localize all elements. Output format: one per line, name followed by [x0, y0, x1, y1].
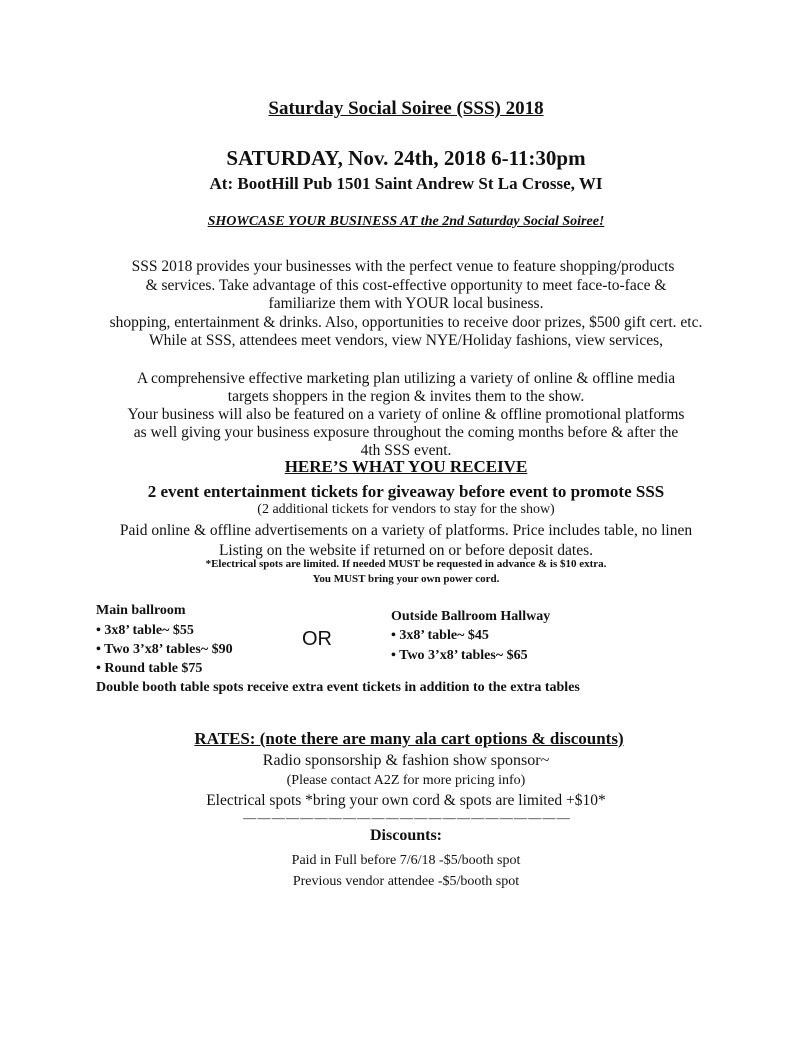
tagline: SHOWCASE YOUR BUSINESS AT the 2nd Saturday Social Soiree!	[207, 214, 605, 229]
marketing-line: as well giving your business exposure throughout the coming months before & after the	[133, 424, 679, 441]
discounts-heading: Discounts:	[369, 827, 442, 844]
intro-line: shopping, entertainment & drinks. Also, opportunities to receive door prizes, $500 gift cert. etc.	[109, 314, 703, 331]
receive-tickets-note: (2 additional tickets for vendors to stay for the show)	[257, 502, 555, 517]
marketing-line: A comprehensive effective marketing plan utilizing a variety of online & offline media	[136, 370, 676, 387]
page-title: Saturday Social Soiree (SSS) 2018	[268, 98, 544, 119]
main-ballroom-item: • Two 3’x8’ tables~ $90	[96, 642, 233, 657]
hallway-title: Outside Ballroom Hallway	[391, 609, 551, 624]
receive-listing: Listing on the website if returned on or before deposit dates.	[218, 542, 594, 559]
rates-sponsor: Radio sponsorship & fashion show sponsor~	[262, 752, 550, 769]
marketing-line: 4th SSS event.	[360, 442, 452, 459]
main-ballroom-title: Main ballroom	[96, 603, 186, 618]
dash-divider: — — — — — — — — — — — — — — — — — — — — — — —	[243, 810, 569, 825]
discount-item: Previous vendor attendee -$5/booth spot	[292, 874, 520, 889]
rates-heading: RATES: (note there are many ala cart options & discounts)	[194, 729, 624, 748]
double-booth-note: Double booth table spots receive extra event tickets in addition to the extra tables	[96, 680, 580, 695]
event-venue: At: BootHill Pub 1501 Saint Andrew St La Crosse, WI	[209, 174, 603, 193]
intro-line: & services. Take advantage of this cost-effective opportunity to meet face-to-face &	[145, 277, 667, 294]
intro-line: familiarize them with YOUR local business.	[268, 295, 544, 312]
hallway-item: • 3x8’ table~ $45	[391, 628, 489, 643]
main-ballroom-item: • 3x8’ table~ $55	[96, 623, 194, 638]
event-date: SATURDAY, Nov. 24th, 2018 6-11:30pm	[226, 146, 586, 170]
power-cord-note: You MUST bring your own power cord.	[312, 573, 500, 585]
rates-contact: (Please contact A2Z for more pricing info)	[286, 773, 526, 788]
hallway-item: • Two 3’x8’ tables~ $65	[391, 648, 528, 663]
electrical-note: *Electrical spots are limited. If needed MUST be requested in advance & is $10 extra.	[205, 558, 607, 570]
main-ballroom-item: • Round table $75	[96, 661, 203, 676]
intro-line: While at SSS, attendees meet vendors, view NYE/Holiday fashions, view services,	[149, 332, 663, 349]
marketing-line: Your business will also be featured on a variety of online & offline promotional platforms	[127, 406, 685, 423]
discount-item: Paid in Full before 7/6/18 -$5/booth spot	[291, 853, 521, 868]
marketing-line: targets shoppers in the region & invites them to the show.	[227, 388, 585, 405]
receive-tickets: 2 event entertainment tickets for giveaway before event to promote SSS	[147, 482, 665, 501]
intro-line: SSS 2018 provides your businesses with the perfect venue to feature shopping/products	[131, 258, 675, 275]
receive-heading: HERE’S WHAT YOU RECEIVE	[284, 457, 528, 476]
receive-ads: Paid online & offline advertisements on a variety of platforms. Price includes table, no linen	[119, 522, 693, 539]
or-separator: OR	[302, 628, 332, 650]
rates-electrical: Electrical spots *bring your own cord & spots are limited +$10*	[206, 792, 606, 809]
